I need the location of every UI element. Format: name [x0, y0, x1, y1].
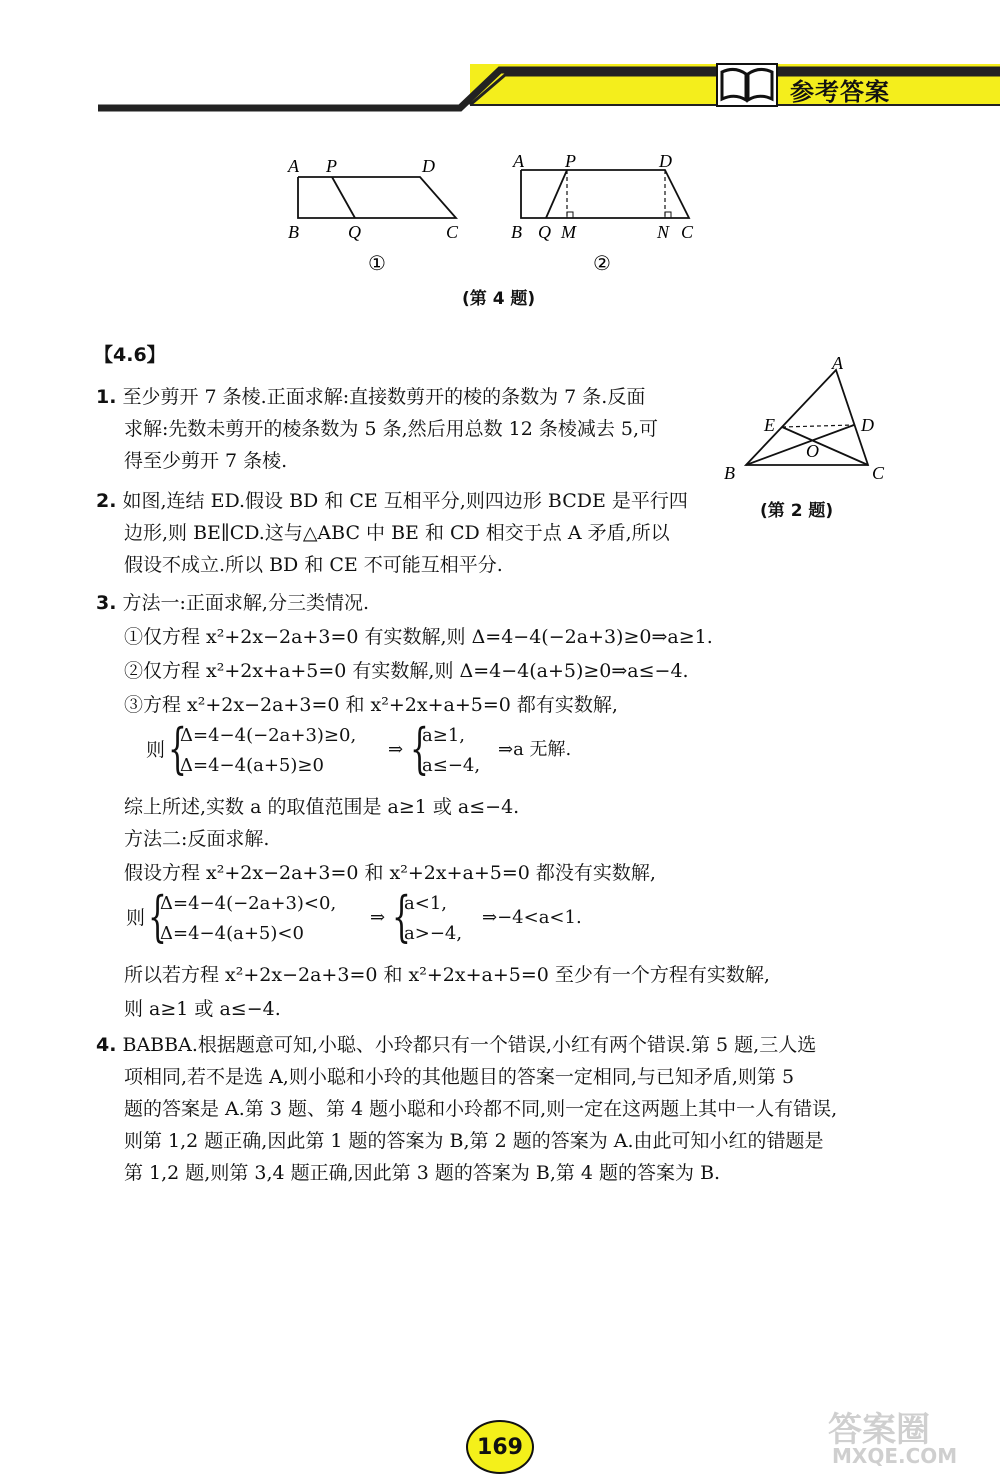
figure-4-2 — [505, 150, 710, 275]
q3-assume: 假设方程 x²+2x−2a+3=0 和 x²+2x+a+5=0 都没有实数解, — [124, 862, 656, 884]
q1-number: 1. — [96, 386, 117, 408]
q3-conclude-1: 所以若方程 x²+2x−2a+3=0 和 x²+2x+a+5=0 至少有一个方程有实数解, — [124, 964, 770, 986]
figq2-label-C: C — [872, 463, 885, 483]
book-icon — [717, 64, 777, 106]
q3-sys2-eq2: Δ=4−4(a+5)<0 — [160, 923, 304, 944]
q3-case-2: ②仅方程 x²+2x+a+5=0 有实数解,则 Δ=4−4(a+5)≥0⇒a≤−4. — [124, 660, 689, 682]
q2-line-1 — [96, 488, 688, 514]
q3-sys1-r2: a≤−4, — [422, 755, 481, 776]
q3-case-1: ①仅方程 x²+2x−2a+3=0 有实数解,则 Δ=4−4(−2a+3)≥0⇒a≥1. — [124, 626, 713, 648]
figq2-label-E: E — [764, 415, 775, 435]
q3-sys1-brace: { — [168, 717, 187, 780]
q4-line-3: 题的答案是 A.第 3 题、第 4 题小聪和小玲都不同,则一定在这两题上其中一人有错误, — [124, 1098, 838, 1120]
q1-text-1: 至少剪开 7 条棱.正面求解:直接数剪开的棱的条数为 7 条.反面 — [122, 386, 646, 408]
figq2-label-O: O — [806, 441, 819, 461]
q3-sys2-arrow: ⇒ — [370, 907, 386, 928]
header-title: 参考答案 — [790, 78, 890, 106]
q3-number: 3. — [96, 592, 117, 614]
q3-method2-title: 方法二:反面求解. — [124, 828, 270, 850]
figure-q2-caption: (第 2 题) — [760, 501, 834, 521]
fig4-2-label-D: D — [659, 151, 672, 171]
q4-text-1: BABBA.根据题意可知,小聪、小玲都只有一个错误,小红有两个错误.第 5 题,三人选 — [122, 1034, 817, 1056]
q4-line-1 — [96, 1032, 816, 1058]
q2-number: 2. — [96, 490, 117, 512]
q3-sys2-result: ⇒−4<a<1. — [482, 907, 582, 928]
figq2-label-A: A — [832, 355, 843, 373]
figure-4-1 — [280, 150, 470, 275]
q3-sys2-eq1: Δ=4−4(−2a+3)<0, — [160, 893, 337, 914]
fig4-1-label-Q: Q — [348, 222, 361, 242]
q4-number: 4. — [96, 1034, 117, 1056]
fig4-1-label-P: P — [326, 156, 337, 176]
q3-line-1 — [96, 590, 369, 616]
fig4-2-label-C: C — [681, 222, 694, 242]
watermark-top: 答案圈 — [828, 1410, 930, 1450]
q3-sys2-brace: { — [148, 885, 167, 948]
q3-system-2 — [126, 885, 646, 952]
fig4-1-marker: ① — [368, 251, 386, 275]
q3-system-1 — [146, 717, 646, 784]
q3-sys2-r2: a>−4, — [404, 923, 463, 944]
q3-sys1-r1: a≥1, — [422, 725, 465, 746]
watermark-bottom: MXQE.COM — [832, 1444, 958, 1468]
q3-sys1-eq1: Δ=4−4(−2a+3)≥0, — [180, 725, 357, 746]
q4-line-5: 第 1,2 题,则第 3,4 题正确,因此第 3 题的答案为 B,第 4 题的答案为 B. — [124, 1162, 721, 1184]
fig4-1-label-D: D — [422, 156, 435, 176]
q3-conclude-2: 则 a≥1 或 a≤−4. — [124, 998, 281, 1020]
section-title: 【4.6】 — [94, 344, 166, 366]
fig4-2-label-P: P — [565, 151, 576, 171]
fig4-2-label-N: N — [657, 222, 670, 242]
header-band — [0, 0, 1000, 140]
q1-line-3: 得至少剪开 7 条棱. — [124, 450, 288, 472]
q2-line-3: 假设不成立.所以 BD 和 CE 不可能互相平分. — [124, 554, 503, 576]
figq2-label-D: D — [861, 415, 874, 435]
q3-method1-title: 方法一:正面求解,分三类情况. — [122, 592, 369, 614]
q3-case-3: ③方程 x²+2x−2a+3=0 和 x²+2x+a+5=0 都有实数解, — [124, 694, 618, 716]
figure-q2 — [718, 355, 898, 490]
figure-4-caption: (第 4 题) — [462, 289, 536, 309]
fig4-2-label-A: A — [513, 151, 524, 171]
fig4-2-label-Q: Q — [538, 222, 551, 242]
q1-line-1 — [96, 384, 645, 410]
q3-sys2-lead: 则 — [126, 907, 146, 929]
fig4-1-label-C: C — [446, 222, 459, 242]
fig4-1-label-B: B — [288, 222, 299, 242]
q4-line-4: 则第 1,2 题正确,因此第 1 题的答案为 B,第 2 题的答案为 A.由此可知小红的错题是 — [124, 1130, 824, 1152]
q3-sys1-lead: 则 — [146, 739, 166, 761]
q2-line-2: 边形,则 BE∥CD.这与△ABC 中 BE 和 CD 相交于点 A 矛盾,所以 — [124, 522, 670, 544]
q3-summary: 综上所述,实数 a 的取值范围是 a≥1 或 a≤−4. — [124, 796, 520, 818]
fig4-2-label-M: M — [561, 222, 576, 242]
q3-sys1-eq2: Δ=4−4(a+5)≥0 — [180, 755, 324, 776]
fig4-1-label-A: A — [288, 156, 299, 176]
q3-sys1-brace-2: { — [410, 717, 429, 780]
fig4-2-marker: ② — [593, 251, 611, 275]
q3-sys2-r1: a<1, — [404, 893, 447, 914]
watermark-logo — [808, 1398, 996, 1470]
q3-sys1-result: ⇒a 无解. — [498, 739, 572, 760]
q3-sys2-brace-2: { — [392, 885, 411, 948]
q2-text-1: 如图,连结 ED.假设 BD 和 CE 互相平分,则四边形 BCDE 是平行四 — [122, 490, 688, 512]
page-number: 169 — [466, 1420, 534, 1474]
q3-sys1-arrow: ⇒ — [388, 739, 404, 760]
fig4-2-label-B: B — [511, 222, 522, 242]
q4-line-2: 项相同,若不是选 A,则小聪和小玲的其他题目的答案一定相同,与已知矛盾,则第 5 — [124, 1066, 795, 1088]
figq2-label-B: B — [724, 463, 735, 483]
q1-line-2: 求解:先数未剪开的棱条数为 5 条,然后用总数 12 条棱减去 5,可 — [124, 418, 659, 440]
